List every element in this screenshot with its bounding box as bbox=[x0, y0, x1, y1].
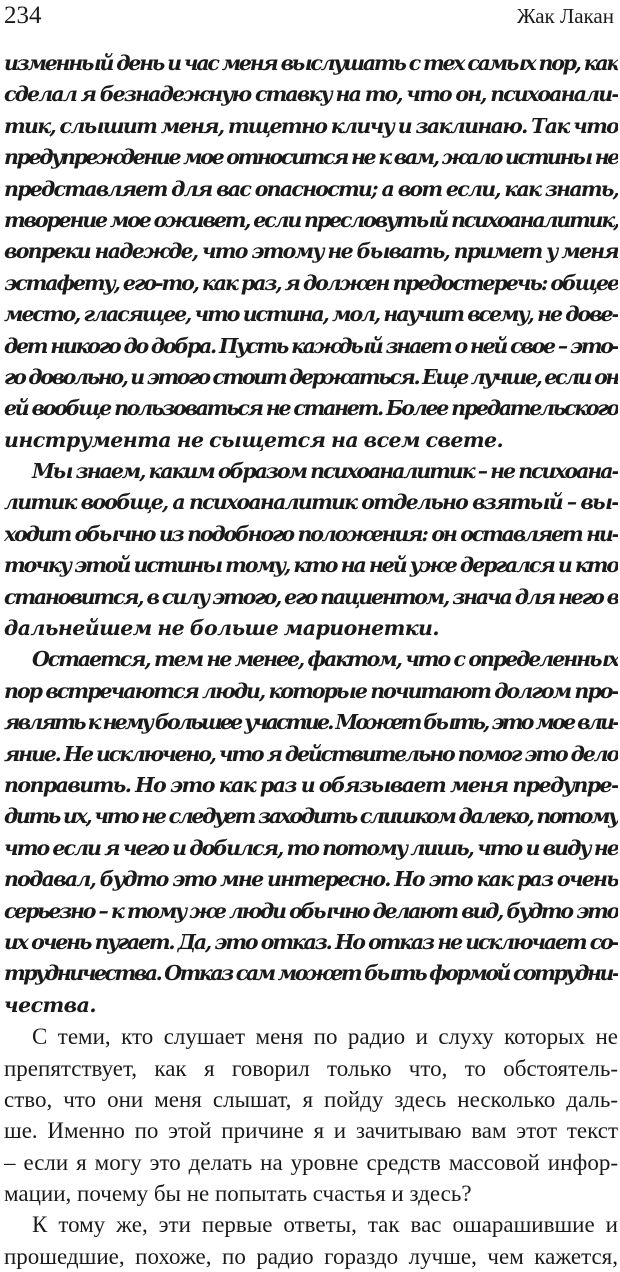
text-line: что если я чего и добился, то потому лишь, что и виду не bbox=[4, 835, 618, 860]
text-line: являть к нему большее участие. Может быть, это мое вли- bbox=[4, 710, 618, 735]
page-number: 234 bbox=[4, 2, 42, 29]
text-line: ше. Именно по этой причине я и зачитываю вам этот текст bbox=[4, 1118, 618, 1144]
text-line: дальнейшем не больше марионетки. bbox=[4, 616, 439, 641]
text-line: творение мое оживет, если пресловутый психоаналитик, bbox=[4, 207, 618, 232]
text-line: подавал, будто это мне интересно. Но это как раз очень bbox=[4, 867, 618, 892]
text-line: сделал я безнадежную ставку на то, что он, психоанали- bbox=[4, 82, 618, 107]
paragraph-4 bbox=[4, 1021, 618, 1209]
text-line: чества. bbox=[4, 992, 96, 1017]
text-line: дет никого до добра. Пусть каждый знает о ней свое – это- bbox=[4, 333, 618, 358]
body-text bbox=[4, 48, 618, 1272]
text-line: становится, в силу этого, его пациентом, знача для него в bbox=[4, 584, 618, 609]
text-line: предупреждение мое относится не к вам, жало истины не bbox=[4, 145, 618, 170]
text-line: – если я могу это делать на уровне средств массовой инфор- bbox=[4, 1149, 618, 1175]
running-head: Жак Лакан bbox=[516, 4, 614, 28]
text-line: представляет для вас опасности; а вот если, как знать, bbox=[4, 176, 618, 201]
text-line: дить их, что не следует заходить слишком далеко, потому bbox=[4, 804, 618, 829]
paragraph-1 bbox=[4, 48, 618, 456]
paragraph-3 bbox=[4, 644, 618, 1021]
text-line: поправить. Но это как раз и обязывает меня предупре- bbox=[4, 772, 618, 797]
text-line: пор встречаются люди, которые почитают долгом про- bbox=[4, 678, 618, 703]
text-line: эстафету, его-то, как раз, я должен предостеречь: общее bbox=[4, 270, 618, 295]
text-line: прошедшие, похоже, по радио гораздо лучше, чем кажется, bbox=[4, 1243, 618, 1269]
text-line: изменный день и час меня выслушать с тех самых пор, как bbox=[4, 51, 618, 75]
text-line: ходит обычно из подобного положения: он оставляет ни- bbox=[4, 521, 618, 546]
text-line: их очень пугает. Да, это отказ. Но отказ не исключает со- bbox=[4, 929, 618, 954]
text-line: ство, что они меня слышат, я пойду здесь несколько даль- bbox=[4, 1086, 618, 1112]
text-line: ей вообще пользоваться не станет. Более предательского bbox=[4, 396, 618, 421]
text-line: го довольно, и этого стоит держаться. Еще лучше, если он bbox=[4, 364, 618, 389]
text-line: мации, почему бы не попытать счастья и здесь? bbox=[4, 1181, 472, 1207]
text-line: Мы знаем, каким образом психоаналитик – не психоана- bbox=[32, 459, 618, 484]
text-line: инструмента не сыщется на всем свете. bbox=[4, 427, 504, 452]
text-line: серьезно – к тому же люди обычно делают вид, будто это bbox=[4, 898, 618, 923]
paragraph-5 bbox=[4, 1209, 618, 1272]
text-line: яние. Не исключено, что я действительно помог это дело bbox=[4, 741, 618, 766]
text-line: точку этой истины тому, кто на ней уже дергался и кто bbox=[4, 553, 618, 578]
page-header bbox=[4, 2, 614, 30]
text-line: место, гласящее, что истина, мол, научит всему, не дове- bbox=[4, 302, 618, 327]
text-line: вопреки надежде, что этому не бывать, примет у меня bbox=[4, 239, 618, 264]
text-line: литик вообще, а психоаналитик отдельно взятый – вы- bbox=[4, 490, 618, 515]
text-line: трудничества. Отказ сам может быть формой сотрудни- bbox=[4, 961, 618, 986]
text-line: тик, слышит меня, тщетно кличу и заклинаю. Так что bbox=[4, 113, 618, 138]
text-line: С теми, кто слушает меня по радио и слуху которых не bbox=[32, 1024, 618, 1050]
text-line: Остается, тем не менее, фактом, что с определенных bbox=[32, 647, 618, 672]
text-line: К тому же, эти первые ответы, так вас ошарашившие и bbox=[32, 1212, 618, 1238]
text-line: препятствует, как я говорил только что, то обстоятель- bbox=[4, 1055, 618, 1081]
paragraph-2 bbox=[4, 456, 618, 644]
